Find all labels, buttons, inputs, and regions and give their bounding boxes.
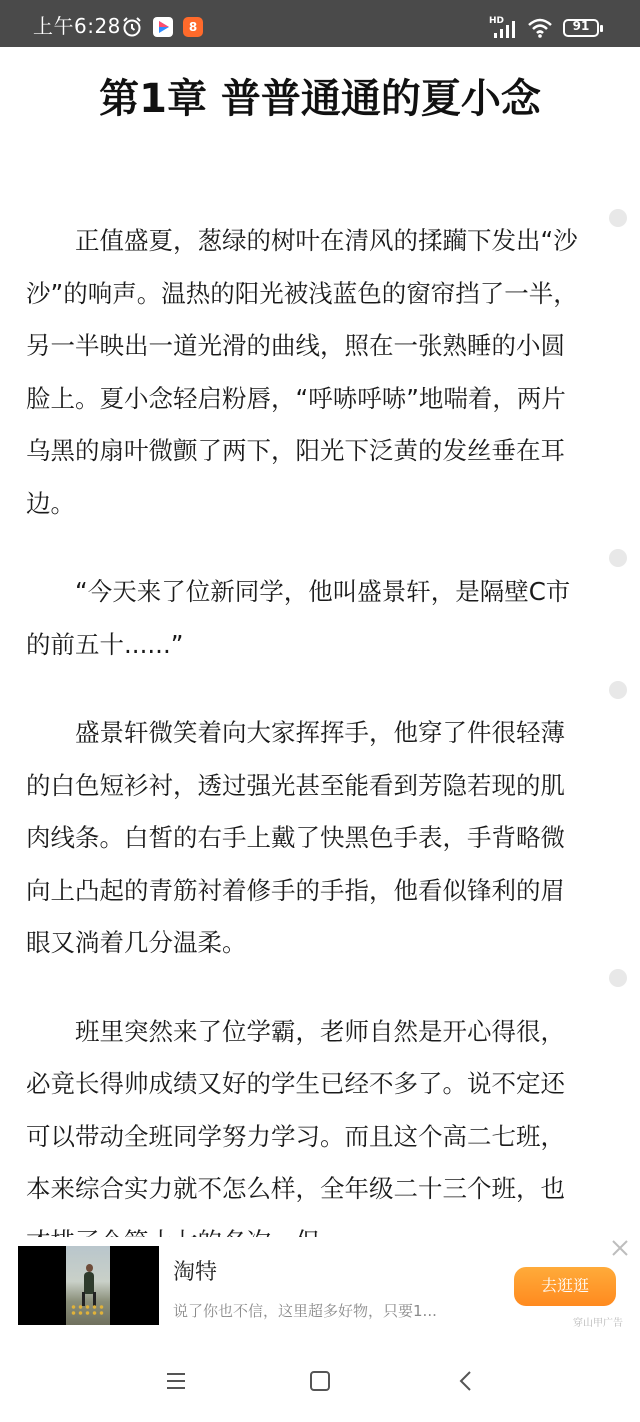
app-icon: 8: [183, 17, 203, 37]
signal-icon: [492, 19, 520, 39]
alarm-icon: [121, 16, 143, 38]
paragraph: “今天来了位新同学，他叫盛景轩，是隔壁C市的前五十......”: [26, 577, 571, 659]
paragraph-comment-dot[interactable]: [609, 681, 627, 699]
paragraph: 正值盛夏，葱绿的树叶在清风的揉躏下发出“沙沙”的响声。温热的阳光被浅蓝色的窗帘挡了一半，另一半映出一道光滑的曲线，照在一张熟睡的小圆脸上。夏小念轻启粉唇，“呼哧呼哧”地喘着，两片乌黑的扇叶微颤了两下，阳光下泛黄的发丝垂在耳边。: [26, 226, 578, 518]
status-time: 上午6:28: [33, 14, 121, 38]
ad-source-label: 穿山甲广告: [573, 1318, 623, 1329]
back-icon[interactable]: [458, 1370, 474, 1392]
close-icon[interactable]: [609, 1237, 631, 1259]
ad-thumbnail[interactable]: [18, 1246, 159, 1325]
chapter-title: 第1章 普普通通的夏小念: [99, 76, 541, 122]
battery-icon: [563, 19, 599, 37]
paragraph-comment-dot[interactable]: [609, 549, 627, 567]
network-type: HD: [489, 16, 505, 26]
ad-title[interactable]: 淘特: [173, 1260, 218, 1285]
ad-cta-button[interactable]: 去逛逛: [514, 1267, 616, 1306]
video-app-icon: [153, 17, 173, 37]
paragraph: 班里突然来了位学霸，老师自然是开心得很，必竟长得帅成绩又好的学生已经不多了。说不定还可以带动全班同学努力学习。而且这个高二七班，本来综合实力就不怎么样，全年级二十三个班，也: [26, 1016, 565, 1203]
status-bar: [0, 0, 640, 47]
menu-icon[interactable]: [165, 1371, 187, 1391]
chapter-content[interactable]: [26, 215, 586, 1304]
paragraph: 盛景轩微笑着向大家挥挥手，他穿了件很轻薄的白色短衫衬，透过强光甚至能看到芳隐若现的肌肉线条。白皙的右手上戴了快黑色手表，手背略微向上凸起的青筋衬着修手的手指，他看似锋利的眉眼又淌着几分温柔。: [26, 718, 565, 957]
battery-level: 91: [572, 19, 590, 33]
wifi-icon: [527, 17, 553, 39]
home-icon[interactable]: [310, 1371, 330, 1391]
ad-description[interactable]: 说了你也不信，这里超多好物，只要1...: [173, 1302, 437, 1320]
paragraph-comment-dot[interactable]: [609, 969, 627, 987]
navigation-bar: [0, 1340, 640, 1422]
paragraph-comment-dot[interactable]: [609, 209, 627, 227]
ad-banner[interactable]: [0, 1237, 640, 1337]
